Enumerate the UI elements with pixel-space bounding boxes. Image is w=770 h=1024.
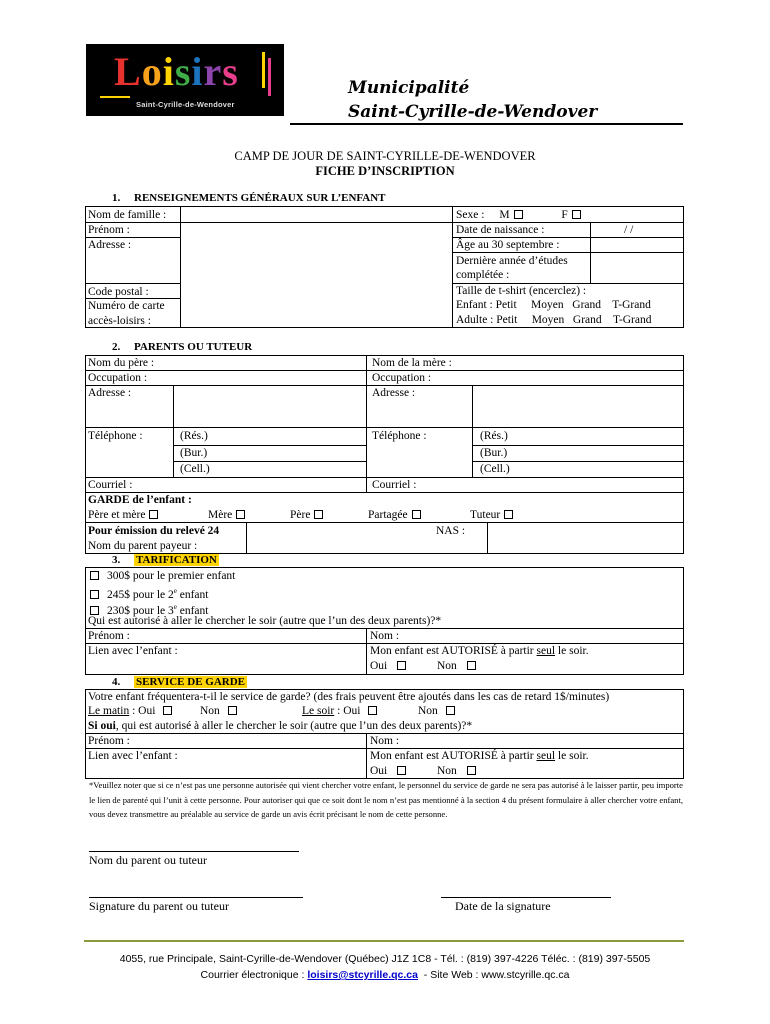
label-prenom-garde: Prénom : [88,735,130,747]
autorise-question: Qui est autorisé à aller le chercher le soir (autre que l’un des deux parents)?* [88,615,442,627]
autorise-non-checkbox[interactable] [467,661,476,670]
label-releve-24: Pour émission du relevé 24 [88,525,220,537]
label-date-signature: Date de la signature [455,899,551,913]
adulte-sizes: Adulte : Petit Moyen Grand T-Grand [456,314,652,326]
label-date-naissance: Date de naissance : [456,224,545,236]
garde-pere-checkbox[interactable] [314,510,323,519]
matin-oui-checkbox[interactable] [163,706,172,715]
label-adresse-pere: Adresse : [88,387,132,399]
label-derniere-1: Dernière année d’études [456,255,568,267]
soir-option: Le soir : Oui [302,704,377,718]
garde-partagee-checkbox[interactable] [412,510,421,519]
sexe-m-checkbox[interactable] [514,210,523,219]
matin-non-checkbox[interactable] [228,706,237,715]
label-taille: Taille de t-shirt (encerclez) : [456,285,587,297]
label-nom-famille: Nom de famille : [88,209,167,221]
garde-mere-checkbox[interactable] [236,510,245,519]
logo-text: Loisirs [114,49,239,94]
label-nom-parent: Nom du parent ou tuteur [89,853,207,867]
autorise-oui-checkbox[interactable] [397,661,406,670]
logo-subtext: Saint-Cyrille-de-Wendover [136,100,235,109]
garde-autorise-oui: Oui [370,764,406,778]
matin-non: Non [200,704,237,718]
label-bur-mere: (Bur.) [480,447,508,459]
label-prenom: Prénom : [88,224,130,236]
garde-tuteur-checkbox[interactable] [504,510,513,519]
label-courriel-pere: Courriel : [88,479,133,491]
logo-accent-underline [100,96,130,98]
label-nom-mere: Nom de la mère : [372,357,452,369]
garde-autorise-non: Non [437,764,476,778]
footer-address: 4055, rue Principale, Saint-Cyrille-de-Wendover (Québec) J1Z 1C8 - Tél. : (819) 397-4226 Téléc. : (819) 397-5505 [119,953,651,965]
label-parent-payeur: Nom du parent payeur : [88,540,198,552]
enfant-sizes: Enfant : Petit Moyen Grand T-Grand [456,299,651,311]
label-res-pere: (Rés.) [180,430,208,442]
date-separators: / / [624,224,634,236]
date-line[interactable] [441,897,611,898]
garde-autorise-seul: Mon enfant est AUTORISÉ à partir seul le soir. [370,750,589,762]
footer-contact: Courrier électronique : loisirs@stcyrille.qc.ca - Site Web : www.stcyrille.qc.ca [200,969,570,981]
autorise-oui: Oui [370,659,406,673]
tarif-1-checkbox[interactable] [90,571,99,580]
soir-non: Non [418,704,455,718]
label-carte-2: accès-loisirs : [88,315,151,327]
label-occupation-mere: Occupation : [372,372,432,384]
label-code-postal: Code postal : [88,286,149,298]
garde-partagee: Partagée [368,508,421,522]
garde-pere-mere-checkbox[interactable] [149,510,158,519]
authorization-note: *Veuillez noter que si ce n’est pas une personne autorisée qui vient chercher votre enfant, le personnel du service de garde ne sera pas autorisé à le laisser partir, peu importe le lien de parenté qui l’unit à cette personne. Pour autoriser qui que ce soit dont le nom n’est pas mentionné à la section 4 du présent formulaire à aller chercher votre enfant, vous devez transmettre au préalable au service de garde un avis écrit précisant le nom de cette personne. [89,780,683,819]
section-2-heading: 2. PARENTS OU TUTEUR [112,341,253,353]
garde-title: GARDE de l’enfant : [88,494,192,506]
sexe-f-checkbox[interactable] [572,210,581,219]
matin-option: Le matin : Oui [88,704,172,718]
label-nom-garde: Nom : [370,735,400,747]
footer-rule [84,940,684,942]
soir-oui-checkbox[interactable] [368,706,377,715]
garde-autorise-non-checkbox[interactable] [467,766,476,775]
label-occupation-pere: Occupation : [88,372,148,384]
garde-question: Votre enfant fréquentera-t-il le service de garde? (des frais peuvent être ajoutés dans les cas de retard 1$/minutes) [88,691,610,703]
tarif-2-checkbox[interactable] [90,590,99,599]
label-bur-pere: (Bur.) [180,447,208,459]
label-carte-1: Numéro de carte [88,300,165,312]
tarif-1: 300$ pour le premier enfant [90,569,235,583]
form-subtitle: FICHE D’INSCRIPTION [315,164,455,178]
label-age: Âge au 30 septembre : [456,239,560,251]
label-cell-mere: (Cell.) [480,463,510,475]
autorise-seul: Mon enfant est AUTORISÉ à partir seul le soir. [370,645,589,657]
label-sexe: Sexe : M F [456,208,581,222]
label-nom-pere: Nom du père : [88,357,155,369]
loisirs-logo [86,44,284,116]
tarif-2: 245$ pour le 2e enfant [90,584,208,602]
form-title: CAMP DE JOUR DE SAINT-CYRILLE-DE-WENDOVER [234,149,536,163]
label-signature: Signature du parent ou tuteur [89,899,229,913]
autorise-non: Non [437,659,476,673]
logo-accent-yellow [262,52,265,88]
label-res-mere: (Rés.) [480,430,508,442]
label-telephone-mere: Téléphone : [372,430,427,442]
label-courriel-mere: Courriel : [372,479,417,491]
signature-line[interactable] [89,897,303,898]
garde-pere-mere: Père et mère [88,508,158,522]
label-derniere-2: complétée : [456,269,510,281]
label-telephone-pere: Téléphone : [88,430,143,442]
si-oui-question: Si oui, qui est autorisé à aller le chercher le soir (autre que l’un des deux parents)?* [88,720,473,732]
label-lien-garde: Lien avec l’enfant : [88,750,178,762]
label-adresse-mere: Adresse : [372,387,416,399]
garde-autorise-oui-checkbox[interactable] [397,766,406,775]
section-3-heading: 3. TARIFICATION [112,554,217,566]
email-link[interactable]: loisirs@stcyrille.qc.ca [307,969,418,981]
label-prenom-autorise: Prénom : [88,630,130,642]
soir-non-checkbox[interactable] [446,706,455,715]
label-nom-autorise: Nom : [370,630,400,642]
label-adresse: Adresse : [88,239,132,251]
label-cell-pere: (Cell.) [180,463,210,475]
garde-mere: Mère [208,508,245,522]
logo-accent-pink [268,58,271,96]
label-nas: NAS : [436,525,466,537]
garde-tuteur: Tuteur [470,508,513,522]
section-4-heading: 4. SERVICE DE GARDE [112,676,246,688]
tarif-3: 230$ pour le 3e enfant [90,600,208,618]
header-rule [290,123,683,125]
nom-parent-line[interactable] [89,851,299,852]
garde-pere: Père [290,508,323,522]
label-lien: Lien avec l’enfant : [88,645,178,657]
section-1-heading: 1. RENSEIGNEMENTS GÉNÉRAUX SUR L’ENFANT [112,192,386,204]
municipality-title: Municipalité Saint-Cyrille-de-Wendover [348,78,598,122]
